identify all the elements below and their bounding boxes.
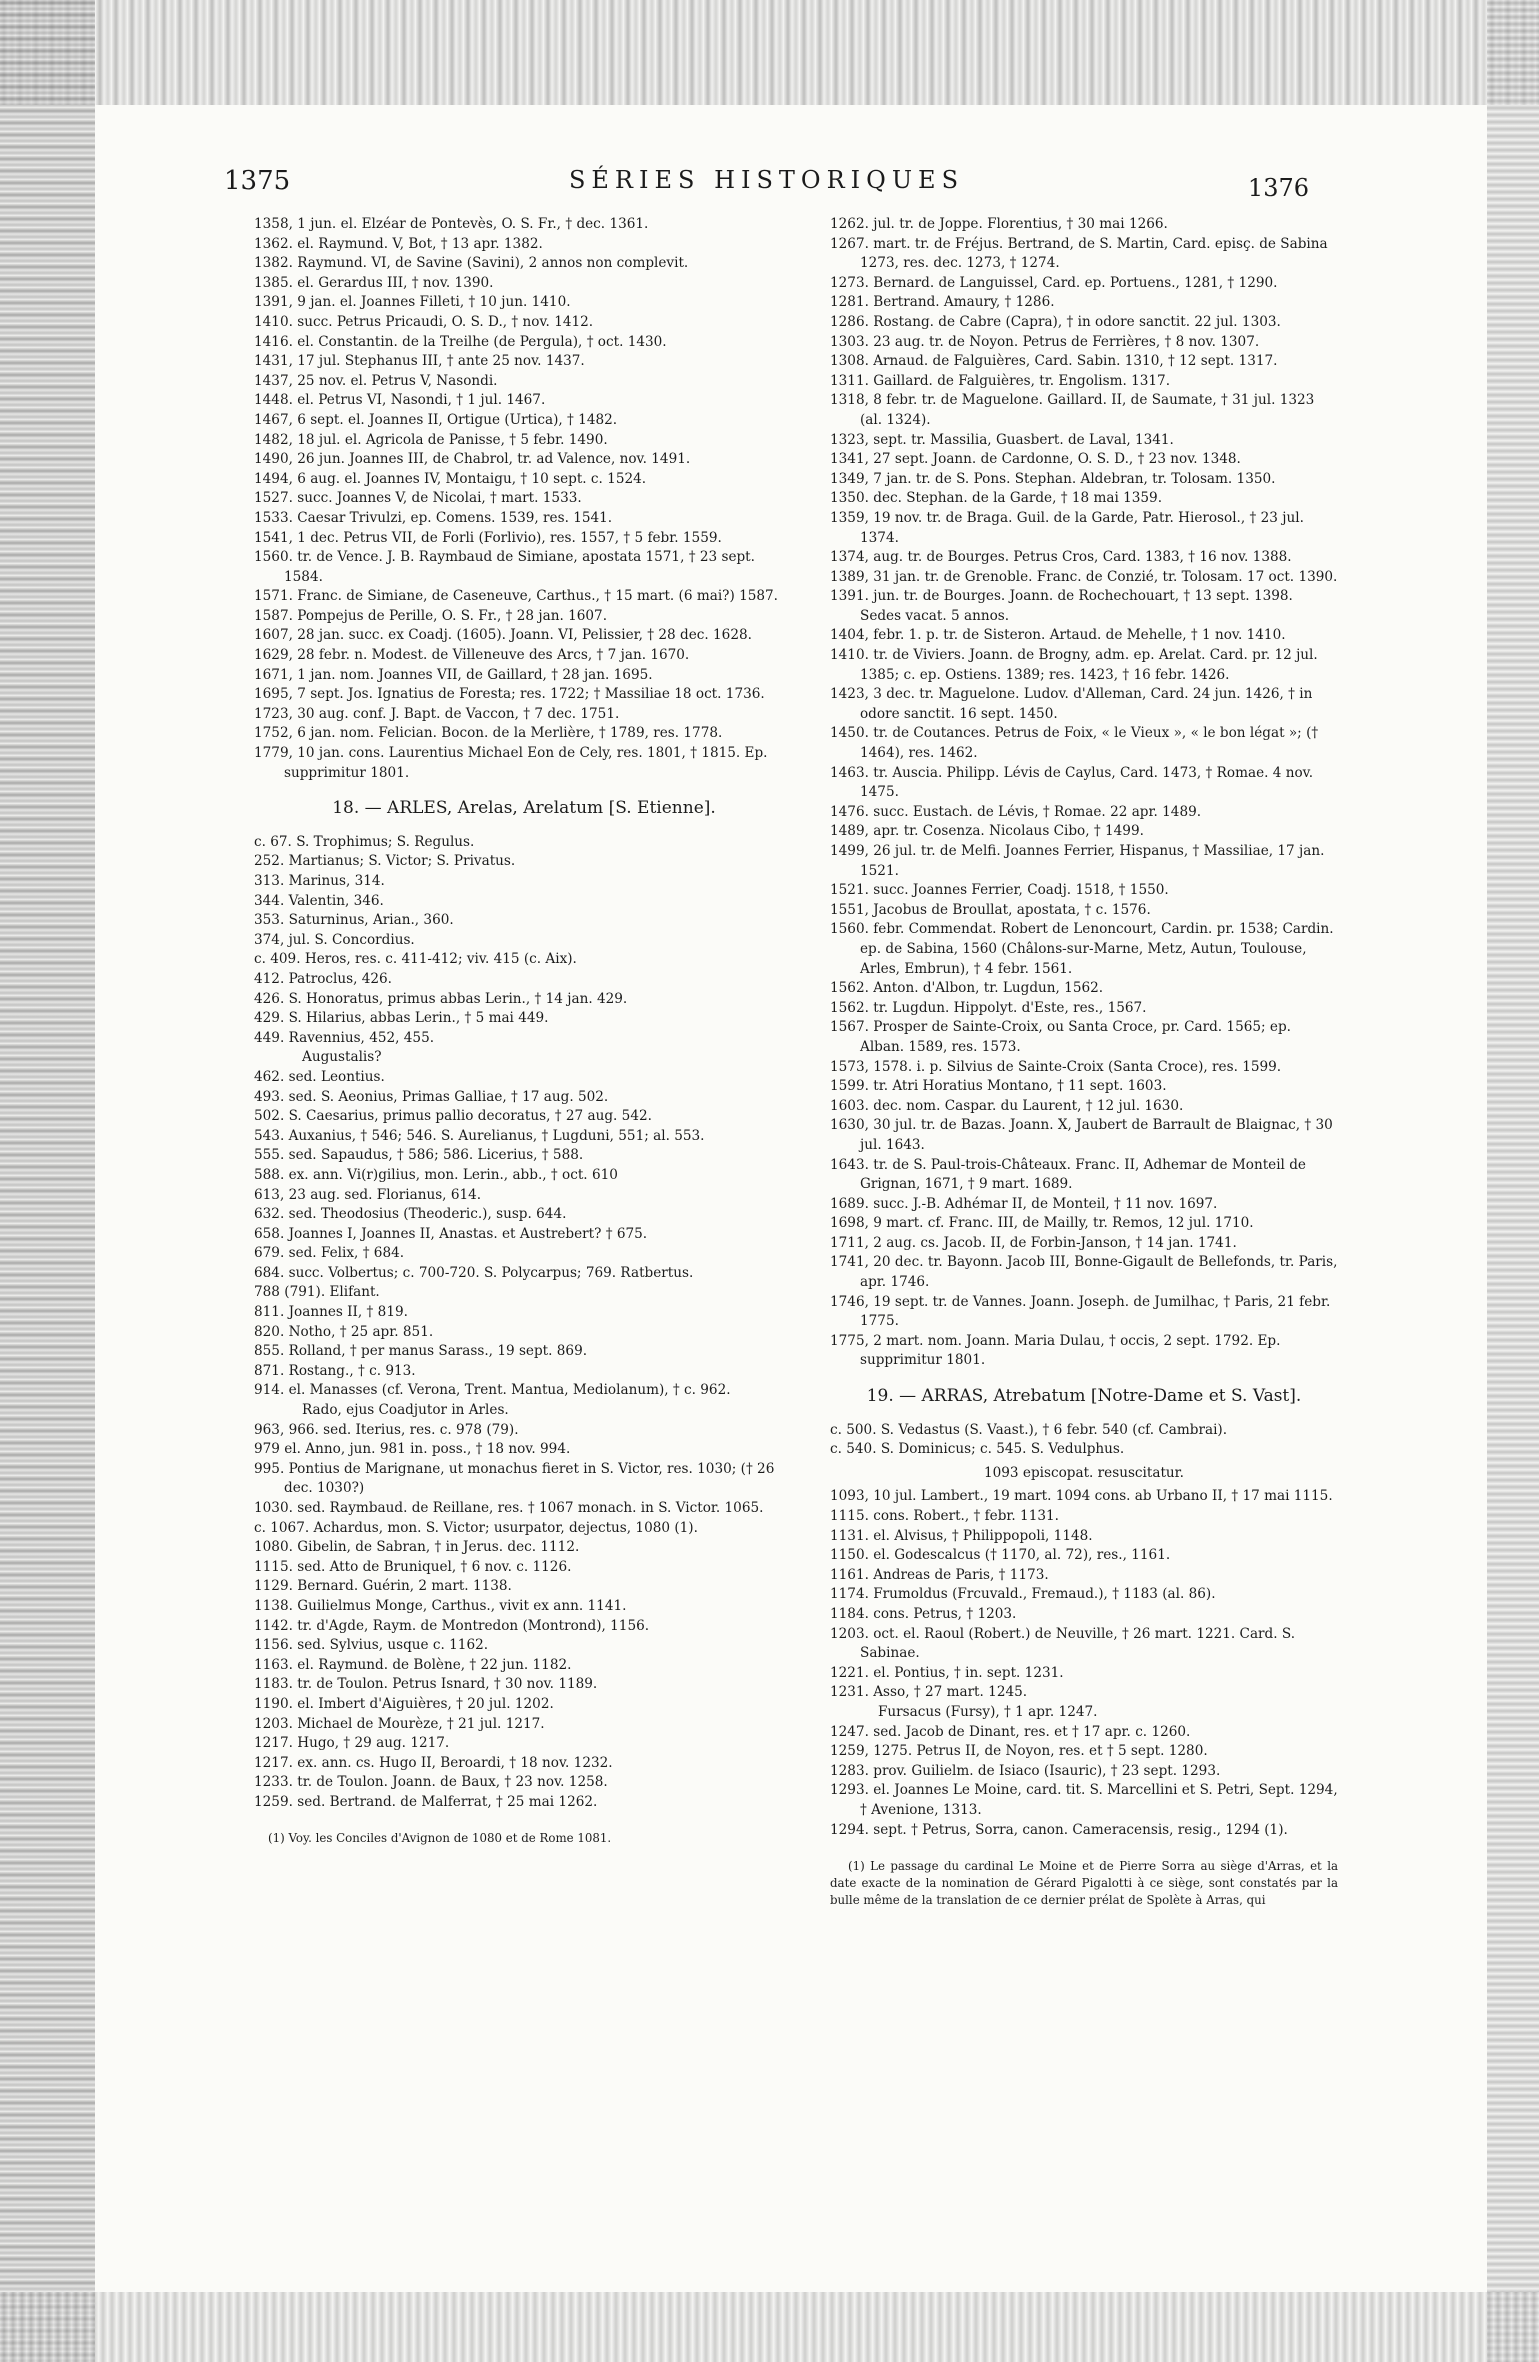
list-entry: 588. ex. ann. Vi(r)gilius, mon. Lerin., abb., † oct. 610	[254, 1166, 618, 1183]
list-entry: 1311. Gaillard. de Falguières, tr. Engolism. 1317.	[830, 372, 1171, 389]
list-entry: 1741, 20 dec. tr. Bayonn. Jacob III, Bonne-Gigault de Bellefonds, tr. Paris, apr. 1746.	[830, 1254, 1338, 1291]
list-entry: 1350. dec. Stephan. de la Garde, † 18 mai 1359.	[830, 490, 1163, 507]
list-entry: 1689. succ. J.-B. Adhémar II, de Monteil, † 11 nov. 1697.	[830, 1195, 1218, 1212]
list-entry: 1573, 1578. i. p. Silvius de Sainte-Croix (Santa Croce), res. 1599.	[830, 1058, 1282, 1075]
list-entry: 1318, 8 febr. tr. de Maguelone. Gaillard. II, de Saumate, † 31 jul. 1323 (al. 1324).	[830, 392, 1315, 428]
list-entry: 555. sed. Sapaudus, † 586; 586. Licerius, † 588.	[254, 1147, 584, 1164]
list-entry: 1293. el. Joannes Le Moine, card. tit. S. Marcellini et S. Petri, Sept. 1294, † Avenione, 1313.	[830, 1782, 1338, 1818]
list-entry: 1030. sed. Raymbaud. de Reillane, res. † 1067 monach. in S. Victor. 1065.	[254, 1500, 764, 1516]
left-column	[254, 215, 794, 1848]
list-entry: 1161. Andreas de Paris, † 1173.	[830, 1566, 1049, 1583]
footnote-right: (1) Le passage du cardinal Le Moine et de Pierre Sorra au siège d'Arras, et la date exacte de la nomination de Gérard Pigalotti à ce siège, sont constatés par la bulle même de la translation de ce dernier prélat de Spolète à Arras, qui	[830, 1859, 1338, 1908]
sub-line-fursacus: Fursacus (Fursy), † 1 apr. 1247.	[878, 1703, 1098, 1720]
list-entry: 995. Pontius de Marignane, ut monachus fieret in S. Victor, res. 1030; († 26 dec. 1030?)	[254, 1460, 775, 1497]
list-entry: 1607, 28 jan. succ. ex Coadj. (1605). Joann. VI, Pelissier, † 28 dec. 1628.	[254, 627, 752, 644]
list-entry: 1560. febr. Commendat. Robert de Lenoncourt, Cardin. pr. 1538; Cardin. ep. de Sabina, 1560 (Châlons-sur-Marne, Metz, Autun, Toulouse, Arles, Embrun), † 4 febr. 1561.	[830, 921, 1334, 977]
list-entry: 1489, apr. tr. Cosenza. Nicolaus Cibo, † 1499.	[830, 823, 1144, 840]
list-entry: 684. succ. Volbertus; c. 700-720. S. Polycarpus; 769. Ratbertus.	[254, 1264, 694, 1281]
list-entry: 1527. succ. Joannes V, de Nicolai, † mart. 1533.	[254, 490, 582, 507]
list-entry: 1286. Rostang. de Cabre (Capra), † in odore sanctit. 22 jul. 1303.	[830, 313, 1281, 330]
list-entry: 1231. Asso, † 27 mart. 1245.	[830, 1684, 1028, 1701]
list-entry: 1217. ex. ann. cs. Hugo II, Beroardi, † 18 nov. 1232.	[254, 1754, 613, 1771]
list-entry: 963, 966. sed. Iterius, res. c. 978 (79).	[254, 1421, 519, 1438]
list-entry: 1562. Anton. d'Albon, tr. Lugdun, 1562.	[830, 980, 1104, 997]
list-entry: 1643. tr. de S. Paul-trois-Châteaux. Franc. II, Adhemar de Monteil de Grignan, 1671, † 9 mart. 1689.	[830, 1156, 1306, 1193]
list-entry: c. 1067. Achardus, mon. S. Victor; usurpator, dejectus, 1080 (1).	[254, 1519, 698, 1536]
list-arras-3	[830, 1723, 1338, 1841]
list-entry: 1571. Franc. de Simiane, de Caseneuve, Carthus., † 15 mart. (6 mai?) 1587.	[254, 588, 779, 605]
list-entry: 1349, 7 jan. tr. de S. Pons. Stephan. Aldebran, tr. Tolosam. 1350.	[830, 470, 1276, 487]
list-entry: 1587. Pompejus de Perille, O. S. Fr., † 28 jan. 1607.	[254, 607, 608, 624]
list-entry: 1723, 30 aug. conf. J. Bapt. de Vaccon, † 7 dec. 1751.	[254, 705, 620, 722]
list-entry: 1389, 31 jan. tr. de Grenoble. Franc. de Conzié, tr. Tolosam. 17 oct. 1390.	[830, 568, 1338, 585]
list-entry: 1779, 10 jan. cons. Laurentius Michael Eon de Cely, res. 1801, † 1815. Ep. supprimitur 1801.	[254, 745, 768, 781]
list-entry: 979 el. Anno, jun. 981 in. poss., † 18 nov. 994.	[254, 1441, 571, 1458]
list-entry: 1362. el. Raymund. V, Bot, † 13 apr. 1382.	[254, 235, 543, 252]
list-entry: 1273. Bernard. de Languissel, Card. ep. Portuens., 1281, † 1290.	[830, 274, 1278, 291]
list-entry: c. 409. Heros, res. c. 411-412; viv. 415 (c. Aix).	[254, 951, 577, 968]
note-resuscitatur: 1093 episcopat. resuscitatur.	[983, 1464, 1185, 1481]
list-entry: 429. S. Hilarius, abbas Lerin., † 5 mai 449.	[254, 1010, 549, 1027]
list-entry: 1247. sed. Jacob de Dinant, res. et † 17 apr. c. 1260.	[830, 1723, 1191, 1740]
list-entry: 1142. tr. d'Agde, Raym. de Montredon (Montrond), 1156.	[254, 1617, 650, 1634]
list-entry: 855. Rolland, † per manus Sarass., 19 sept. 869.	[254, 1343, 588, 1360]
list-entry: 1217. Hugo, † 29 aug. 1217.	[254, 1735, 450, 1752]
list-entry: 1163. el. Raymund. de Bolène, † 22 jun. 1182.	[254, 1656, 572, 1673]
list-entry: 658. Joannes I, Joannes II, Anastas. et Austrebert? † 675.	[254, 1225, 648, 1242]
page-number-right: 1376	[1247, 174, 1309, 202]
list-entry: 1533. Caesar Trivulzi, ep. Comens. 1539, res. 1541.	[254, 509, 613, 526]
list-entry: 632. sed. Theodosius (Theoderic.), susp. 644.	[254, 1206, 567, 1223]
scan-noise-top	[0, 0, 1539, 105]
list-entry: 1603. dec. nom. Caspar. du Laurent, † 12 jul. 1630.	[830, 1097, 1184, 1114]
list-entry: 1752, 6 jan. nom. Felician. Bocon. de la Merlière, † 1789, res. 1778.	[254, 725, 723, 742]
section-heading-arras: 19. — ARRAS, Atrebatum [Notre-Dame et S. Vast].	[866, 1386, 1302, 1407]
list-entry: 1308. Arnaud. de Falguières, Card. Sabin. 1310, † 12 sept. 1317.	[830, 353, 1278, 370]
list-entry: 1567. Prosper de Sainte-Croix, ou Santa Croce, pr. Card. 1565; ep. Alban. 1589, res. 1573.	[830, 1019, 1291, 1055]
list-entry: 1093, 10 jul. Lambert., 19 mart. 1094 cons. ab Urbano II, † 17 mai 1115.	[830, 1488, 1333, 1505]
list-entry: 1423, 3 dec. tr. Maguelone. Ludov. d'Alleman, Card. 24 jun. 1426, † in odore sanctit. 16 sept. 1450.	[830, 686, 1313, 722]
list-entry: 1262. jul. tr. de Joppe. Florentius, † 30 mai 1266.	[830, 216, 1168, 232]
list-entry: 502. S. Caesarius, primus pallio decoratus, † 27 aug. 542.	[254, 1108, 652, 1125]
list-entry: 1521. succ. Joannes Ferrier, Coadj. 1518, † 1550.	[830, 882, 1169, 899]
list-right-top	[830, 215, 1338, 1371]
list-entry: 1775, 2 mart. nom. Joann. Maria Dulau, † occis, 2 sept. 1792. Ep. supprimitur 1801.	[830, 1332, 1281, 1369]
list-entry: 1156. sed. Sylvius, usque c. 1162.	[254, 1637, 489, 1654]
list-entry: 1467, 6 sept. el. Joannes II, Ortigue (Urtica), † 1482.	[254, 411, 618, 428]
list-entry: 871. Rostang., † c. 913.	[254, 1362, 416, 1379]
list-entry: 1746, 19 sept. tr. de Vannes. Joann. Joseph. de Jumilhac, † Paris, 21 febr. 1775.	[830, 1293, 1331, 1330]
list-entry: 1221. el. Pontius, † in. sept. 1231.	[830, 1664, 1064, 1681]
list-entry: 1551, Jacobus de Broullat, apostata, † c. 1576.	[830, 901, 1151, 918]
list-entry: 1494, 6 aug. el. Joannes IV, Montaigu, † 10 sept. c. 1524.	[254, 470, 647, 487]
list-entry: 1490, 26 jun. Joannes III, de Chabrol, tr. ad Valence, nov. 1491.	[254, 451, 691, 468]
list-entry: 1448. el. Petrus VI, Nasondi, † 1 jul. 1467.	[254, 392, 546, 409]
scan-noise-left	[0, 0, 95, 2362]
list-entry: 1203. oct. el. Raoul (Robert.) de Neuville, † 26 mart. 1221. Card. S. Sabinae.	[830, 1625, 1296, 1662]
list-entry: 820. Notho, † 25 apr. 851.	[254, 1323, 434, 1340]
list-entry: 1416. el. Constantin. de la Treilhe (de Pergula), † oct. 1430.	[254, 333, 667, 350]
list-entry: 1463. tr. Auscia. Philipp. Lévis de Caylus, Card. 1473, † Romae. 4 nov. 1475.	[830, 764, 1314, 801]
list-entry: 1630, 30 jul. tr. de Bazas. Joann. X, Jaubert de Barrault de Blaignac, † 30 jul. 1643.	[830, 1117, 1333, 1153]
section-heading-arles: 18. — ARLES, Arelas, Arelatum [S. Etienne].	[332, 798, 716, 819]
list-entry: 1629, 28 febr. n. Modest. de Villeneuve des Arcs, † 7 jan. 1670.	[254, 647, 690, 664]
page-number-left: 1375	[224, 166, 291, 196]
list-entry: 1358, 1 jun. el. Elzéar de Pontevès, O. S. Fr., † dec. 1361.	[254, 216, 649, 232]
list-top	[254, 215, 794, 783]
list-entry: 1599. tr. Atri Horatius Montano, † 11 sept. 1603.	[830, 1078, 1167, 1095]
footnote-left: (1) Voy. les Conciles d'Avignon de 1080 et de Rome 1081.	[268, 1830, 612, 1845]
list-entry: 1294. sept. † Petrus, Sorra, canon. Cameracensis, resig., 1294 (1).	[830, 1821, 1288, 1838]
list-entry: 1499, 26 jul. tr. de Melfi. Joannes Ferrier, Hispanus, † Massiliae, 17 jan. 1521.	[830, 843, 1325, 879]
scan-noise-right	[1487, 0, 1539, 2362]
list-entry: c. 540. S. Dominicus; c. 545. S. Vedulphus.	[830, 1441, 1125, 1458]
list-entry: 1303. 23 aug. tr. de Noyon. Petrus de Ferrières, † 8 nov. 1307.	[830, 333, 1260, 350]
list-entry: 1437, 25 nov. el. Petrus V, Nasondi.	[254, 372, 498, 389]
list-entry: 1562. tr. Lugdun. Hippolyt. d'Este, res., 1567.	[830, 999, 1147, 1016]
list-entry: 374, jul. S. Concordius.	[254, 931, 415, 948]
sub-line-rado: Rado, ejus Coadjutor in Arles.	[302, 1402, 509, 1419]
list-entry: 462. sed. Leontius.	[254, 1068, 385, 1085]
scan-noise-bottom	[0, 2292, 1539, 2362]
list-entry: 252. Martianus; S. Victor; S. Privatus.	[254, 853, 516, 870]
list-entry: 1138. Guilielmus Monge, Carthus., vivit ex ann. 1141.	[254, 1597, 627, 1614]
list-entry: 412. Patroclus, 426.	[254, 970, 392, 987]
list-entry: 1410. tr. de Viviers. Joann. de Brogny, adm. ep. Arelat. Card. pr. 12 jul. 1385; c. ep. Ostiens. 1389; res. 1423, † 16 febr. 1426.	[830, 647, 1318, 683]
list-entry: 1259. sed. Bertrand. de Malferrat, † 25 mai 1262.	[254, 1793, 598, 1810]
list-entry: 811. Joannes II, † 819.	[254, 1304, 408, 1321]
list-arras-2	[830, 1487, 1338, 1703]
list-entry: 1203. Michael de Mourèze, † 21 jul. 1217.	[254, 1715, 545, 1732]
list-entry: 1431, 17 jul. Stephanus III, † ante 25 nov. 1437.	[254, 353, 585, 370]
list-entry: 313. Marinus, 314.	[254, 873, 385, 889]
list-entry: 1323, sept. tr. Massilia, Guasbert. de Laval, 1341.	[830, 431, 1174, 448]
list-entry: 1341, 27 sept. Joann. de Cardonne, O. S. D., † 23 nov. 1348.	[830, 451, 1241, 468]
list-entry: 1115. cons. Robert., † febr. 1131.	[830, 1508, 1059, 1524]
list-arras	[830, 1421, 1338, 1460]
list-entry: 1183. tr. de Toulon. Petrus Isnard, † 30 nov. 1189.	[254, 1676, 598, 1693]
list-entry: 449. Ravennius, 452, 455.	[254, 1029, 435, 1046]
list-entry: 543. Auxanius, † 546; 546. S. Aurelianus, † Lugduni, 551; al. 553.	[254, 1127, 705, 1144]
list-entry: 1541, 1 dec. Petrus VII, de Forli (Forlivio), res. 1557, † 5 febr. 1559.	[254, 529, 722, 546]
list-entry: 1374, aug. tr. de Bourges. Petrus Cros, Card. 1383, † 16 nov. 1388.	[830, 549, 1292, 566]
list-entry: 1267. mart. tr. de Fréjus. Bertrand, de S. Martin, Card. episç. de Sabina 1273, res. dec. 1273, † 1274.	[830, 235, 1328, 272]
list-entry: 1233. tr. de Toulon. Joann. de Baux, † 23 nov. 1258.	[254, 1774, 608, 1791]
list-entry: 344. Valentin, 346.	[254, 892, 384, 909]
list-entry: 1184. cons. Petrus, † 1203.	[830, 1605, 1017, 1622]
list-entry: c. 67. S. Trophimus; S. Regulus.	[254, 833, 475, 850]
list-entry: 1391, 9 jan. el. Joannes Filleti, † 10 jun. 1410.	[254, 294, 571, 311]
list-entry: 1259, 1275. Petrus II, de Noyon, res. et † 5 sept. 1280.	[830, 1743, 1208, 1760]
list-entry: 613, 23 aug. sed. Florianus, 614.	[254, 1186, 482, 1203]
list-entry: 1115. sed. Atto de Bruniquel, † 6 nov. c. 1126.	[254, 1558, 572, 1575]
list-entry: 914. el. Manasses (cf. Verona, Trent. Mantua, Mediolanum), † c. 962.	[254, 1382, 731, 1399]
list-entry: 1671, 1 jan. nom. Joannes VII, de Gaillard, † 28 jan. 1695.	[254, 666, 653, 683]
list-entry: 1695, 7 sept. Jos. Ignatius de Foresta; res. 1722; † Massiliae 18 oct. 1736.	[254, 686, 765, 703]
list-entry: 1698, 9 mart. cf. Franc. III, de Mailly, tr. Remos, 12 jul. 1710.	[830, 1215, 1254, 1232]
list-entry: 1560. tr. de Vence. J. B. Raymbaud de Simiane, apostata 1571, † 23 sept. 1584.	[254, 549, 755, 585]
list-arles	[254, 833, 794, 1049]
right-column	[830, 215, 1338, 1909]
list-entry: 1174. Frumoldus (Frcuvald., Fremaud.), † 1183 (al. 86).	[830, 1586, 1216, 1603]
list-entry: 1482, 18 jul. el. Agricola de Panisse, † 5 febr. 1490.	[254, 431, 608, 448]
list-entry: 1131. el. Alvisus, † Philippopoli, 1148.	[830, 1527, 1093, 1544]
list-entry: 1404, febr. 1. p. tr. de Sisteron. Artaud. de Mehelle, † 1 nov. 1410.	[830, 627, 1286, 644]
list-entry: 1129. Bernard. Guérin, 2 mart. 1138.	[254, 1578, 512, 1595]
list-entry: 1450. tr. de Coutances. Petrus de Foix, « le Vieux », « le bon légat »; († 1464), res. 1462.	[830, 725, 1319, 762]
list-entry: 1382. Raymund. VI, de Savine (Savini), 2 annos non complevit.	[254, 255, 689, 272]
running-title: SÉRIES HISTORIQUES	[568, 166, 965, 194]
list-entry: 426. S. Honoratus, primus abbas Lerin., † 14 jan. 429.	[254, 990, 628, 1007]
list-entry: 1080. Gibelin, de Sabran, † in Jerus. dec. 1112.	[254, 1539, 580, 1556]
sub-line-augustalis: Augustalis?	[302, 1049, 382, 1066]
list-arles-2	[254, 1068, 794, 1401]
list-entry: 1283. prov. Guilielm. de Isiaco (Isauric), † 23 sept. 1293.	[830, 1762, 1221, 1779]
list-entry: 788 (791). Elifant.	[254, 1284, 380, 1301]
list-entry: 1385. el. Gerardus III, † nov. 1390.	[254, 274, 494, 291]
list-arles-3	[254, 1421, 794, 1813]
list-entry: 1391. jun. tr. de Bourges. Joann. de Rochechouart, † 13 sept. 1398. Sedes vacat. 5 annos.	[830, 588, 1293, 624]
list-entry: 493. sed. S. Aeonius, Primas Galliae, † 17 aug. 502.	[254, 1088, 609, 1105]
list-entry: 1359, 19 nov. tr. de Braga. Guil. de la Garde, Patr. Hierosol., † 23 jul. 1374.	[830, 509, 1304, 546]
list-entry: 1150. el. Godescalcus († 1170, al. 72), res., 1161.	[830, 1547, 1171, 1564]
page-header	[224, 166, 1309, 206]
list-entry: 1281. Bertrand. Amaury, † 1286.	[830, 294, 1055, 311]
list-entry: 1711, 2 aug. cs. Jacob. II, de Forbin-Janson, † 14 jan. 1741.	[830, 1234, 1237, 1251]
list-entry: 353. Saturninus, Arian., 360.	[254, 912, 454, 929]
list-entry: 1410. succ. Petrus Pricaudi, O. S. D., † nov. 1412.	[254, 313, 594, 330]
list-entry: 1476. succ. Eustach. de Lévis, † Romae. 22 apr. 1489.	[830, 803, 1202, 820]
list-entry: c. 500. S. Vedastus (S. Vaast.), † 6 febr. 540 (cf. Cambrai).	[830, 1421, 1228, 1438]
list-entry: 1190. el. Imbert d'Aiguières, † 20 jul. 1202.	[254, 1695, 554, 1712]
list-entry: 679. sed. Felix, † 684.	[254, 1245, 405, 1262]
